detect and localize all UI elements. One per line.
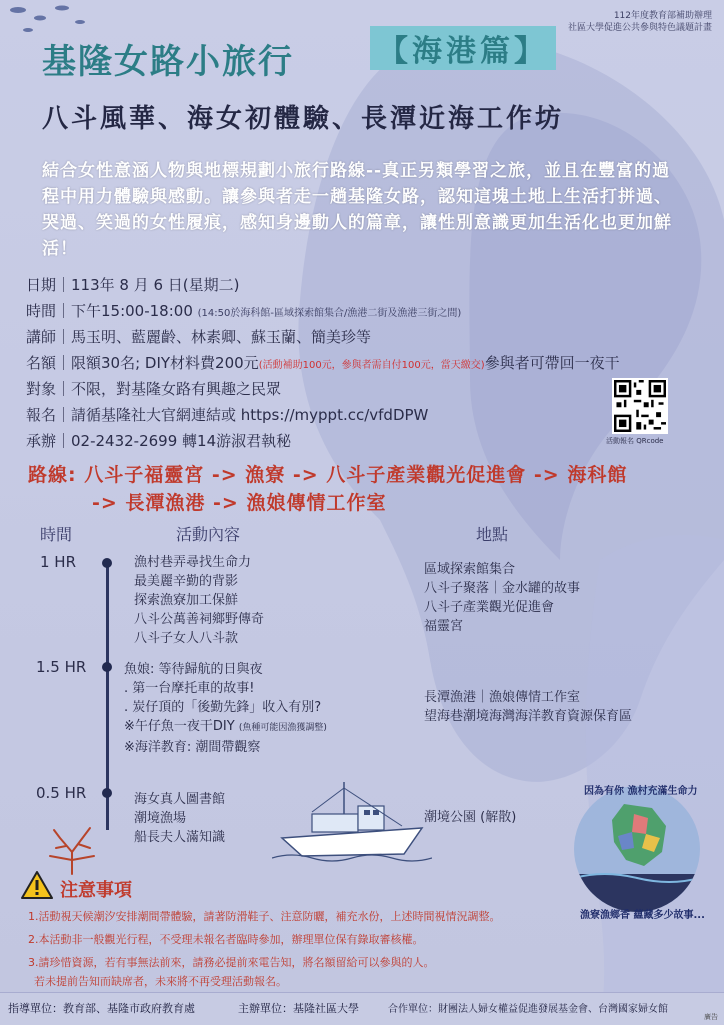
block-2-hours: 1.5 HR: [36, 658, 87, 676]
qr-caption: 活動報名 QRcode: [606, 437, 664, 445]
info-time: 時間｜下午15:00-18:00: [26, 302, 193, 320]
route-line-1: 路線: 八斗子福靈宮 -> 漁寮 -> 八斗子產業觀光促進會 -> 海科館: [28, 464, 628, 486]
community-badge: [574, 786, 700, 912]
note-item: 若未提前告知而缺席者，未來將不再受理活動報名。: [34, 975, 287, 988]
info-target: 對象｜不限，對基隆女路有興趣之民眾: [26, 380, 282, 398]
activity-item: . 炭仔頂的「後勤先鋒」收入有別?: [124, 700, 322, 715]
route-line-2: -> 長潭漁港 -> 漁娘傳情工作室: [92, 492, 387, 514]
footer-partner: 合作單位：財團法人婦女權益促進發展基金會、台灣國家婦女館: [388, 1004, 668, 1015]
timeline-dot: [102, 788, 112, 798]
diy-activity: ※午仔魚一夜干DIY: [124, 719, 235, 734]
info-organizer: 承辦｜02-2432-2699 轉14游淑君執秘: [26, 432, 292, 450]
activity-item: . 第一台摩托車的故事!: [124, 681, 255, 696]
activity-item: [124, 717, 327, 738]
schedule-head-time: 時間: [40, 525, 73, 544]
info-time-note: (14:50於海科館-區域探索館集合/漁港二街及漁港三街之間): [197, 308, 462, 319]
block-3-locations: [424, 808, 516, 827]
activity-item: 潮境漁場: [134, 811, 187, 826]
location-item: 八斗子聚落｜金水罐的故事: [424, 581, 581, 596]
page-subtitle: 八斗風華、海女初體驗、長潭近海工作坊: [42, 104, 565, 134]
sponsor-text: [568, 10, 712, 34]
title-tag: 【海港篇】: [370, 26, 556, 70]
info-signup[interactable]: 報名｜請循基隆社大官網連結或 https://myppt.cc/vfdDPW: [26, 406, 429, 424]
info-quota-row: [26, 352, 620, 373]
block-3-hours: 0.5 HR: [36, 784, 87, 802]
diy-note: (魚種可能因漁獲調整): [238, 723, 327, 733]
activity-item: 海女真人圖書館: [134, 792, 226, 807]
sponsor-line-1: 112年度教育部補助辦理: [613, 11, 712, 21]
activity-item: ※海洋教育: 潮間帶觀察: [124, 740, 261, 755]
block-3-activities: [134, 790, 225, 847]
block-1-activities: [134, 553, 264, 648]
fishing-boat-illustration: [272, 776, 432, 866]
activity-item: 魚娘: 等待歸航的日與夜: [124, 662, 263, 677]
coral-illustration: [42, 826, 102, 876]
page-title: 基隆女路小旅行: [42, 42, 294, 82]
activity-item: 船長夫人滿知識: [134, 830, 226, 845]
block-1-locations: [424, 560, 580, 636]
location-item: 福靈宮: [424, 619, 464, 634]
info-quota-tail: 參與者可帶回一夜干: [484, 354, 620, 372]
footer-guide: 指導單位：教育部、基隆市政府教育處: [8, 1002, 195, 1015]
ad-label: 廣告: [704, 1013, 718, 1021]
taiwan-map-icon: [574, 786, 700, 912]
schedule-head-location: 地點: [476, 525, 509, 544]
warning-icon: [20, 870, 54, 900]
note-item: 3.請珍惜資源，若有事無法前來，請務必提前來電告知，將名額留給可以參與的人。: [28, 956, 435, 969]
note-item: 1.活動視天候潮汐安排潮間帶體驗，請著防滑鞋子、注意防曬，補充水份，上述時間視情況調整。: [28, 910, 501, 923]
activity-item: 探索漁寮加工保鮮: [134, 593, 239, 608]
location-item: 八斗子產業觀光促進會: [424, 600, 555, 615]
activity-item: 八斗子女人八斗款: [134, 631, 239, 646]
location-item: 長潭漁港｜漁娘傳情工作室: [424, 690, 581, 705]
timeline-dot: [102, 662, 112, 672]
info-quota: 名額｜限額30名; DIY材料費200元: [26, 354, 259, 372]
badge-top-text: 因為有你 漁村充滿生命力: [584, 786, 698, 797]
location-item: 望海巷潮境海灣海洋教育資源保育區: [424, 709, 633, 724]
activity-item: 最美麗辛勤的背影: [134, 574, 239, 589]
intro-paragraph: 結合女性意涵人物與地標規劃小旅行路線--真正另類學習之旅，並且在豐富的過程中用力體驗與感動。讓參與者走一趟基隆女路，認知這塊土地上生活打拼過、哭過、笑過的女性履痕，感知身邊動人的篇章，讓性別意識更加生活化也更加鮮活！: [42, 161, 672, 259]
fish-icon: [10, 6, 85, 33]
block-2-locations: [424, 688, 632, 726]
footer-host: 主辦單位：基隆社區大學: [238, 1002, 359, 1015]
info-quota-note: (活動補助100元，參與者需自付100元，當天繳交): [258, 360, 485, 371]
location-item: 潮境公園 (解散): [424, 810, 517, 825]
block-2-activities: [124, 660, 327, 757]
location-item: 區域探索館集合: [424, 562, 516, 577]
schedule-head-activity: 活動內容: [176, 525, 241, 544]
activity-item: 八斗公萬善祠鄉野傳奇: [134, 612, 265, 627]
badge-bottom-text: 漁寮漁鄉香 蘊藏多少故事...: [580, 910, 705, 921]
info-date: 日期｜113年 8 月 6 日(星期二): [26, 276, 240, 294]
sponsor-line-2: 社區大學促進公共參與特色議題計畫: [567, 23, 712, 33]
timeline-dot: [102, 558, 112, 568]
notes-title: 注意事項: [60, 880, 132, 901]
info-speaker: 講師｜馬玉明、藍麗齡、林素卿、蘇玉蘭、簡美珍等: [26, 328, 372, 346]
qr-code-icon[interactable]: [612, 378, 668, 434]
note-item: 2.本活動非一般觀光行程，不受理未報名者臨時參加，辦理單位保有錄取審核權。: [28, 933, 424, 946]
block-1-hours: 1 HR: [40, 553, 77, 571]
info-time-row: [26, 300, 461, 321]
activity-item: 漁村巷弄尋找生命力: [134, 555, 252, 570]
